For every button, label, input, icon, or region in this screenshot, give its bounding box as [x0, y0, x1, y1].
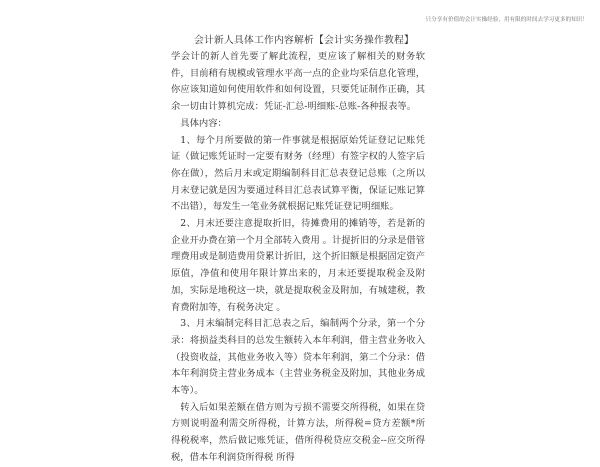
document-title: 会计新人具体工作内容解析【会计实务操作教程】	[194, 35, 414, 46]
item-paragraph-2: 2、月末还要注意提取折旧，待摊费用的摊销等，若是新的企业开办费在第一个月全部转入费用 。计提折旧的分录是借管理费用或是制造费用贷累计折旧，这个折旧额是根据固定资产原值，净值和使用年限计算出来的，月末还要提取税金及附加，实际是地税这一块，就是提取税金及附加，有城建税，教育费附加等，有税务决定 。	[171, 218, 425, 313]
intro-paragraph: 学会计的新人首先要了解此流程，更应该了解相关的财务软件，目前稍有规模或管理水平高一点的企业均采信息化管理，你应该知道如何使用软件和如何设置，只要凭证制作正确，其余一切由计算机完成：凭证-汇总-明细账-总账-各种报表等。	[171, 51, 425, 113]
document-body	[171, 33, 425, 467]
item-paragraph-4: 转入后如果差额在借方则为亏损不需要交所得税，如果在贷方则说明盈利需交所得税，计算方法，所得税=贷方差额*所得税税率，然后做记账凭证，借所得税贷应交税金--应交所得税，借本年利润贷所得税 所得	[171, 401, 425, 463]
header-note: 只分享有价值的会计实操经验，用有限的时间去学习更多的知识！	[425, 17, 588, 23]
item-paragraph-1: 1、每个月所要做的第一件事就是根据原始凭证登记记账凭证（做记账凭证时一定要有财务（经理）有签字权的人签字后你在做），然后月末或定期编制科目汇总表登记总账（之所以月末登记就是因为要通过科目汇总表试算平衡，保证记账记算不出错），每发生一笔业务就根据记账凭证登记明细账。	[171, 134, 425, 213]
content-label: 具体内容：	[180, 117, 227, 129]
item-paragraph-3: 3、月末编制完科目汇总表之后，编制两个分录，第一个分录：将损益类科目的总发生额转入本年利润，借主营业务收入（投资收益，其他业务收入等）贷本年利润，第二个分录：借本年利润贷主营业务成本（主营业务税金及附加，其他业务成本等）。	[171, 318, 425, 397]
